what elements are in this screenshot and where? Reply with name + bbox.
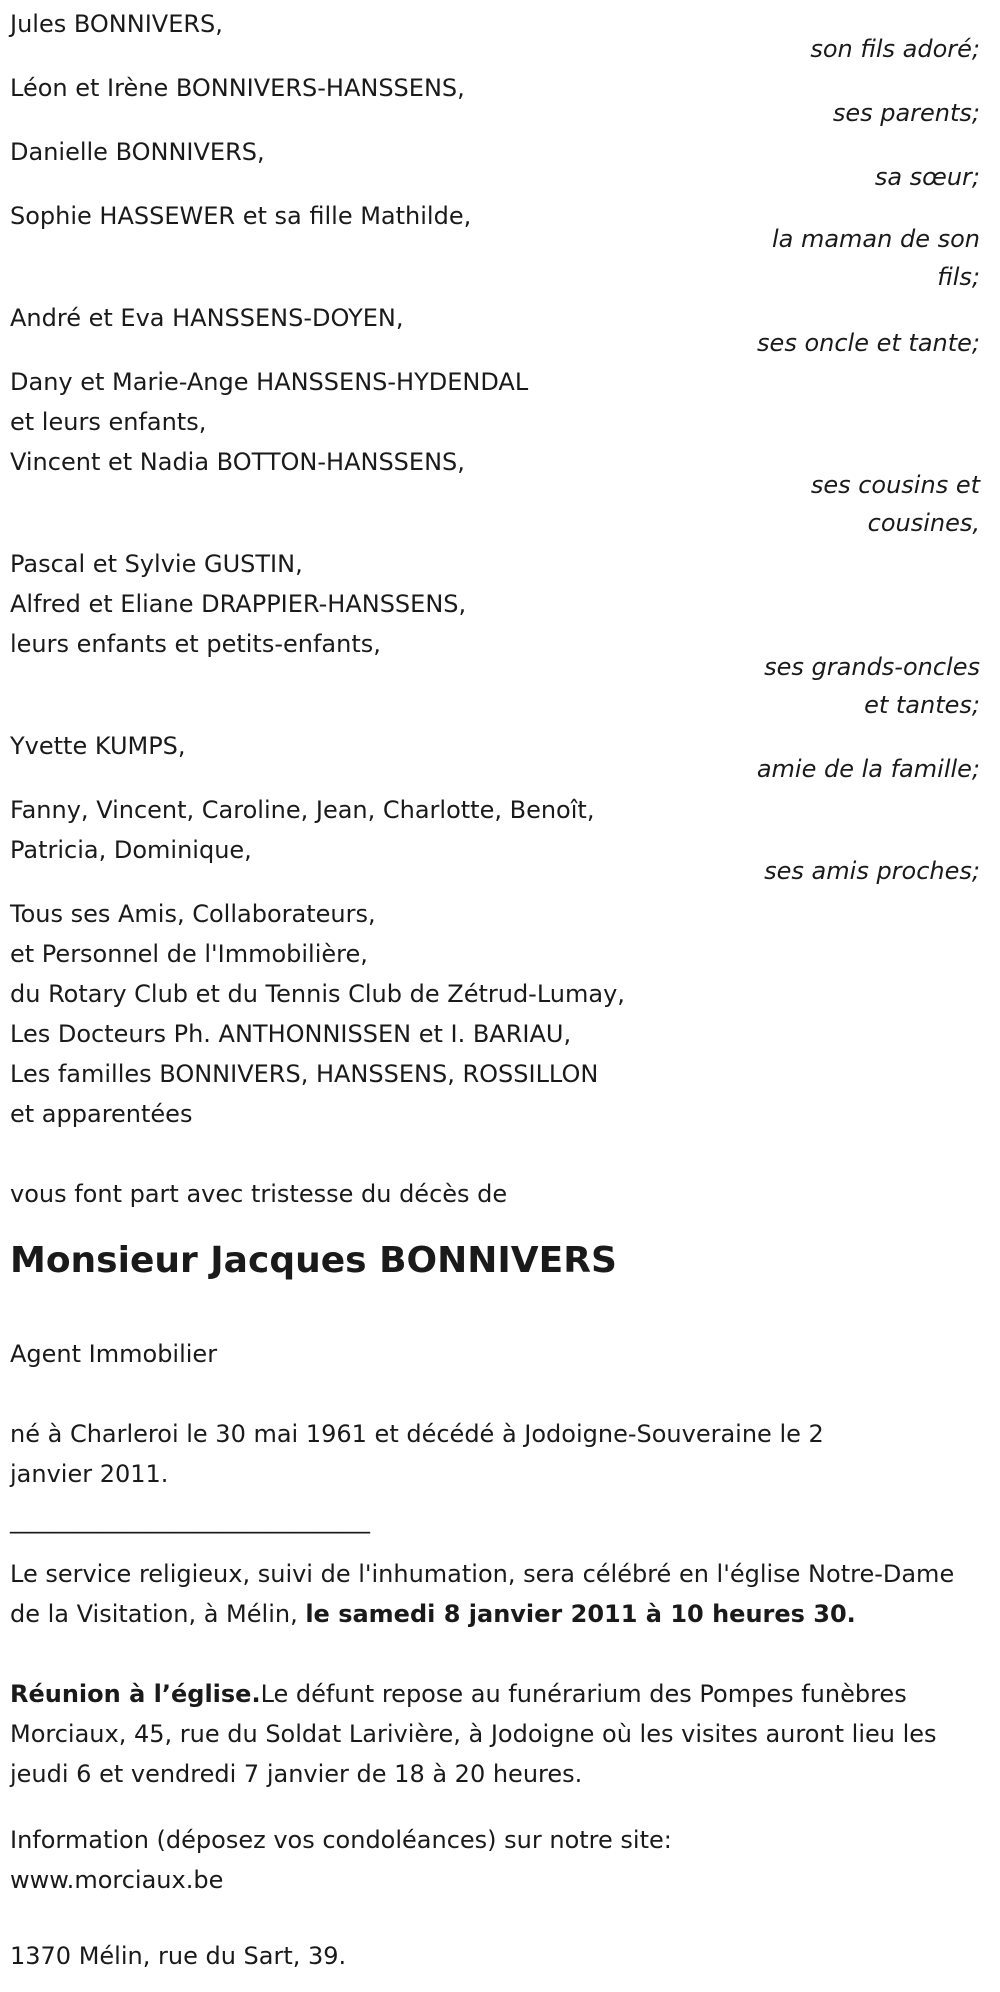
family-name: Vincent et Nadia BOTTON-HANSSENS, bbox=[10, 448, 465, 476]
others-line: Les familles BONNIVERS, HANSSENS, ROSSILLON bbox=[10, 1060, 599, 1088]
deceased-name: Monsieur Jacques BONNIVERS bbox=[10, 1240, 617, 1281]
family-name: leurs enfants et petits-enfants, bbox=[10, 630, 381, 658]
service-paragraph bbox=[10, 1554, 990, 1634]
relation-label: ses amis proches; bbox=[764, 857, 980, 885]
reunion-paragraph bbox=[10, 1674, 990, 1794]
announcement: vous font part avec tristesse du décès de bbox=[10, 1180, 508, 1208]
family-name: Léon et Irène BONNIVERS-HANSSENS, bbox=[10, 74, 465, 102]
relation-label: fils; bbox=[937, 263, 980, 291]
relation-label: sa sœur; bbox=[874, 163, 980, 191]
relation-label: cousines, bbox=[867, 509, 980, 537]
relation-label: ses oncle et tante; bbox=[757, 329, 980, 357]
relation-label: la maman de son bbox=[771, 225, 980, 253]
family-name: Fanny, Vincent, Caroline, Jean, Charlotte, Benoît, bbox=[10, 796, 595, 824]
relation-label: amie de la famille; bbox=[756, 755, 980, 783]
relation-label: et tantes; bbox=[864, 691, 980, 719]
profession: Agent Immobilier bbox=[10, 1340, 218, 1368]
family-name: Pascal et Sylvie GUSTIN, bbox=[10, 550, 303, 578]
service-date: le samedi 8 janvier 2011 à 10 heures 30. bbox=[305, 1600, 856, 1628]
family-name: Jules BONNIVERS, bbox=[10, 10, 223, 38]
family-name: Alfred et Eliane DRAPPIER-HANSSENS, bbox=[10, 590, 467, 618]
separator: ______________________________ bbox=[10, 1506, 370, 1534]
relation-label: ses parents; bbox=[832, 99, 980, 127]
others-line: du Rotary Club et du Tennis Club de Zétrud-Lumay, bbox=[10, 980, 625, 1008]
relation-label: son fils adoré; bbox=[810, 35, 980, 63]
others-line: Les Docteurs Ph. ANTHONNISSEN et I. BARIAU, bbox=[10, 1020, 572, 1048]
family-name: Sophie HASSEWER et sa fille Mathilde, bbox=[10, 202, 472, 230]
info-paragraph: Information (déposez vos condoléances) sur notre site: www.morciaux.be bbox=[10, 1826, 672, 1894]
family-name: Dany et Marie-Ange HANSSENS-HYDENDAL bbox=[10, 368, 529, 396]
others-line: Tous ses Amis, Collaborateurs, bbox=[10, 900, 376, 928]
family-name: André et Eva HANSSENS-DOYEN, bbox=[10, 304, 404, 332]
others-line: et apparentées bbox=[10, 1100, 193, 1128]
reunion-text: Le défunt repose au funérarium des Pompes funèbres Morciaux, 45, rue du Soldat Larivière, à Jodoigne où les visites auront lieu les jeudi 6 et vendredi 7 janvier de 18 à 20 heures. bbox=[10, 1680, 937, 1788]
family-name: Patricia, Dominique, bbox=[10, 836, 252, 864]
others-line: et Personnel de l'Immobilière, bbox=[10, 940, 368, 968]
family-name: Yvette KUMPS, bbox=[10, 732, 186, 760]
birth-death: né à Charleroi le 30 mai 1961 et décédé à Jodoigne-Souveraine le 2 janvier 2011. bbox=[10, 1420, 824, 1488]
address: 1370 Mélin, rue du Sart, 39. bbox=[10, 1942, 347, 1970]
family-name: Danielle BONNIVERS, bbox=[10, 138, 265, 166]
family-name: et leurs enfants, bbox=[10, 408, 207, 436]
reunion-label: Réunion à l’église. bbox=[10, 1680, 261, 1708]
relation-label: ses cousins et bbox=[810, 471, 980, 499]
relation-label: ses grands-oncles bbox=[764, 653, 980, 681]
service-text: Le service religieux, suivi de l'inhumation, sera célébré en l'église Notre-Dame de la Visitation, à Mélin, bbox=[10, 1560, 955, 1628]
